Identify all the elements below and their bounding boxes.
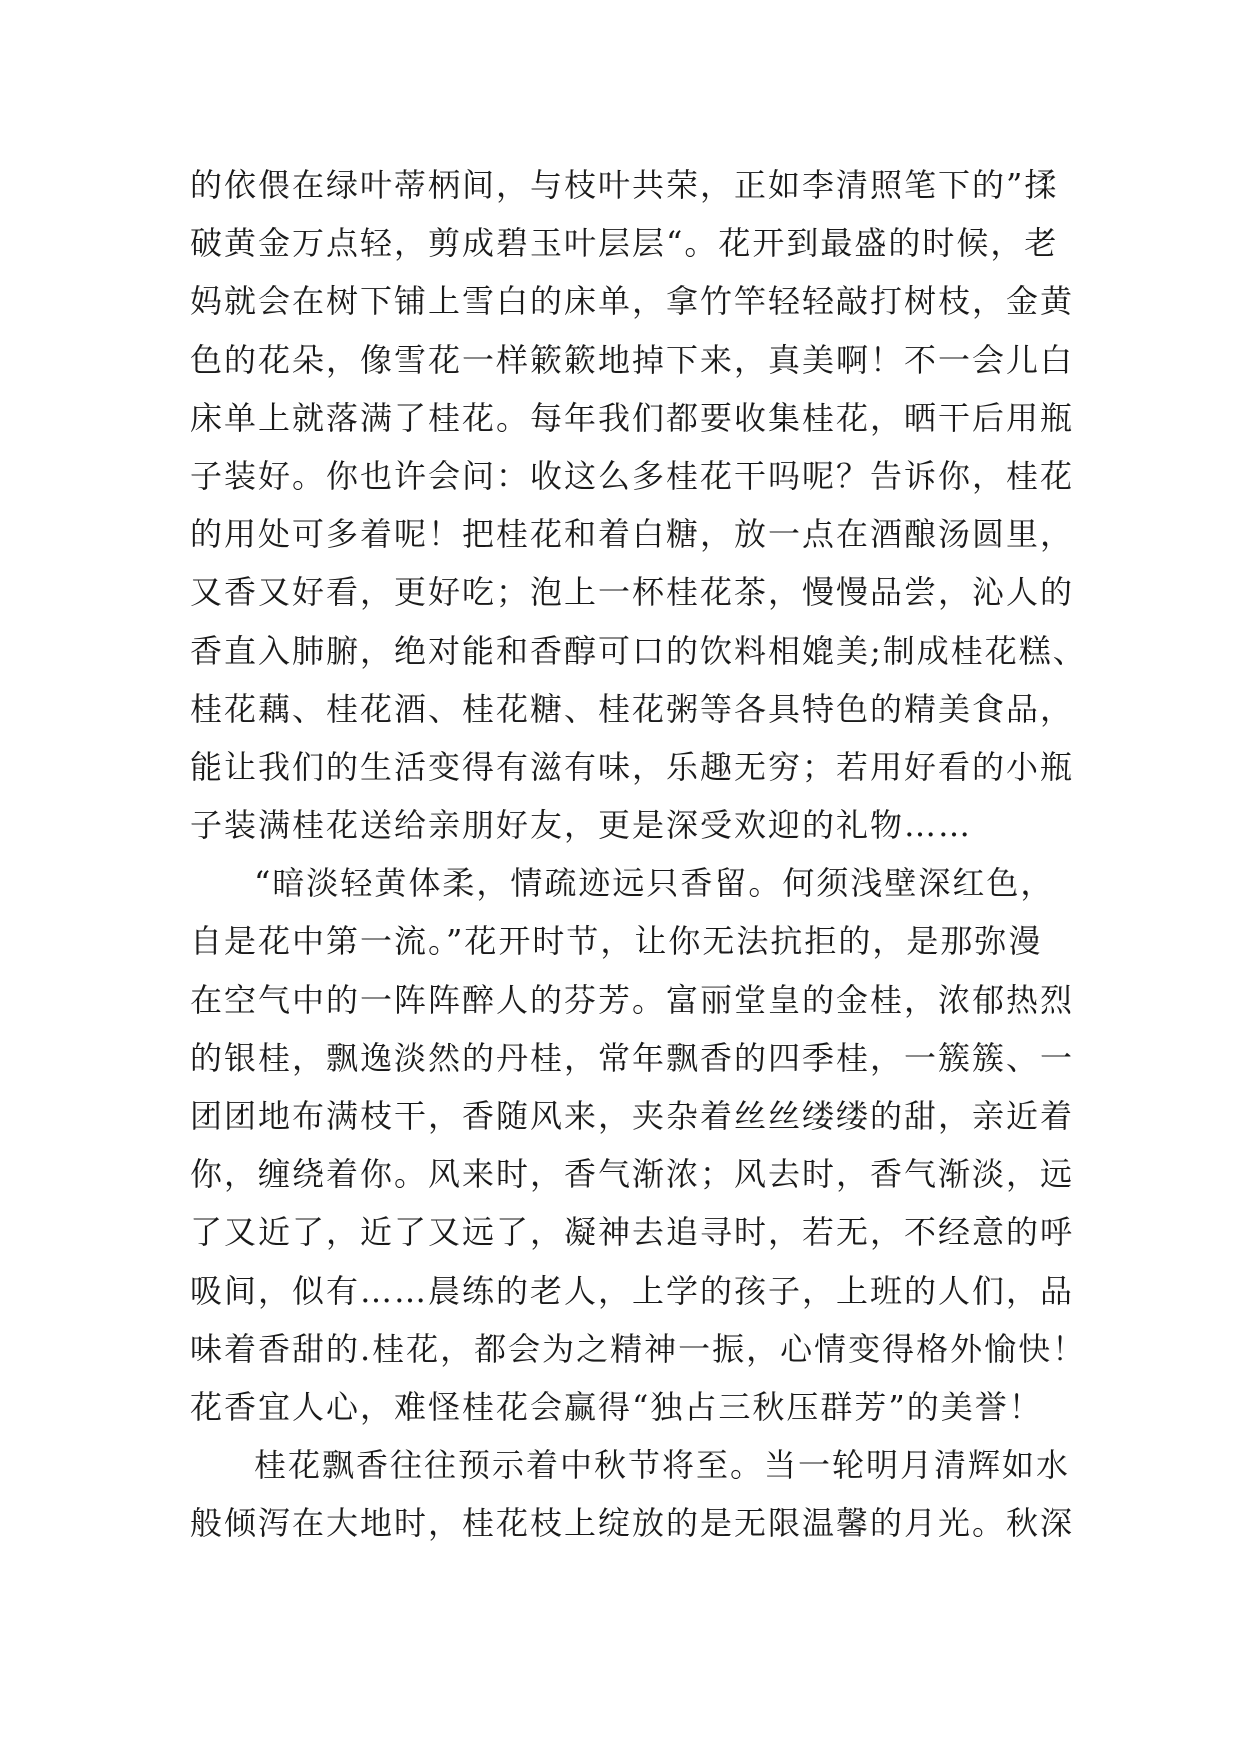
text-line: 花香宜人心，难怪桂花会赢得“独占三秋压群芳”的美誉！ [190,1387,1043,1426]
text-line: 了又近了，近了又远了，凝神去追寻时，若无，不经意的呼 [190,1213,1075,1252]
text-line: 的用处可多着呢！把桂花和着白糖，放一点在酒酿汤圆里， [190,515,1075,554]
text-line: 在空气中的一阵阵醉人的芬芳。富丽堂皇的金桂，浓郁热烈 [190,980,1075,1019]
text-line: 你，缠绕着你。风来时，香气渐浓；风去时，香气渐淡，远 [190,1155,1075,1194]
text-line: 的依偎在绿叶蒂柄间，与枝叶共荣，正如李清照笔下的”揉 [190,166,1059,204]
text-line: 色的花朵，像雪花一样簌簌地掉下来，真美啊！不一会儿白 [190,340,1075,379]
text-line: 团团地布满枝干，香随风来，夹杂着丝丝缕缕的甜，亲近着 [190,1097,1075,1135]
text-line: 吸间，似有……晨练的老人，上学的孩子，上班的人们，品 [190,1271,1075,1310]
paragraph-start-line: 桂花飘香往往预示着中秋节将至。当一轮明月清辉如水 [254,1446,1071,1485]
text-line: 味着香甜的.桂花，都会为之精神一振，心情变得格外愉快！ [190,1329,1087,1368]
text-line: 妈就会在树下铺上雪白的床单，拿竹竿轻轻敲打树枝，金黄 [190,282,1075,321]
text-line: 桂花藕、桂花酒、桂花糖、桂花粥等各具特色的精美食品， [190,689,1075,728]
body-text [190,156,1087,1553]
text-line: 自是花中第一流。”花开时节，让你无法抗拒的，是那弥漫 [190,922,1043,961]
paragraph-start-line: “暗淡轻黄体柔，情疏迹远只香留。何须浅壁深红色， [254,864,1055,903]
text-line: 子装好。你也许会问：收这么多桂花干吗呢？告诉你，桂花 [190,456,1075,495]
text-line: 香直入肺腑，绝对能和香醇可口的饮料相媲美;制成桂花糕、 [190,631,1087,670]
text-line: 般倾泻在大地时，桂花枝上绽放的是无限温馨的月光。秋深 [190,1504,1075,1543]
text-line: 床单上就落满了桂花。每年我们都要收集桂花，晒干后用瓶 [190,398,1075,437]
text-line: 破黄金万点轻，剪成碧玉叶层层“。花开到最盛的时候，老 [190,224,1059,263]
text-line: 的银桂，飘逸淡然的丹桂，常年飘香的四季桂，一簇簇、一 [190,1038,1075,1077]
text-line: 又香又好看，更好吃；泡上一杯桂花茶，慢慢品尝，沁人的 [190,573,1075,612]
text-line: 能让我们的生活变得有滋有味，乐趣无穷；若用好看的小瓶 [190,747,1075,786]
text-line: 子装满桂花送给亲朋好友，更是深受欢迎的礼物…… [190,806,973,845]
